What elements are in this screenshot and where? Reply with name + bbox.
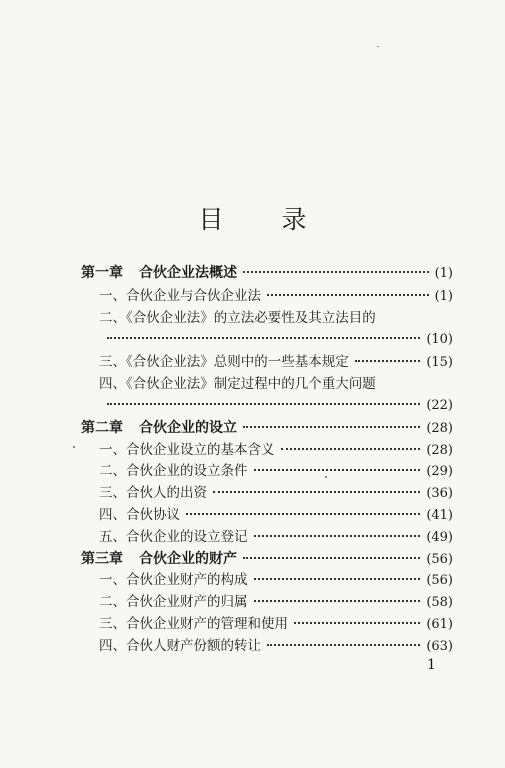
toc-section-row [99, 461, 453, 481]
section-title: 一、合伙企业与合伙企业法 [99, 288, 261, 304]
dot-leader [254, 468, 421, 471]
section-title: 三、合伙人的出资 [99, 485, 207, 501]
dot-leader [186, 512, 420, 515]
title-char-2: 录 [281, 205, 307, 234]
section-title: 三、《合伙企业法》总则中的一些基本规定 [99, 354, 349, 370]
page-number: 1 [427, 657, 436, 673]
page-ref: (22) [426, 398, 453, 413]
scan-speck [73, 446, 75, 448]
dot-leader [254, 599, 421, 602]
section-title: 三、合伙企业财产的管理和使用 [99, 616, 288, 632]
page-ref: (63) [426, 639, 453, 654]
section-title: 二、《合伙企业法》的立法必要性及其立法目的 [99, 310, 376, 326]
chapter-title: 合伙企业法概述 [139, 265, 237, 281]
scan-speck [325, 476, 327, 478]
dot-leader [107, 336, 420, 339]
toc-section-row [99, 440, 453, 460]
toc-section-row [99, 483, 453, 503]
page-ref: (58) [426, 595, 453, 610]
section-title: 四、合伙人财产份额的转让 [99, 638, 261, 654]
page-ref: (49) [426, 530, 453, 545]
page-ref: (29) [426, 464, 453, 479]
title-char-1: 目 [198, 205, 224, 234]
toc-section-row [99, 614, 453, 634]
chapter-number: 第三章 [81, 551, 123, 567]
page-ref: (41) [426, 508, 453, 523]
toc-section-row [99, 527, 453, 547]
page-ref: (36) [426, 486, 453, 501]
dot-leader [267, 293, 429, 296]
dot-leader [267, 643, 420, 646]
toc-section-row [99, 592, 453, 612]
chapter-number: 第二章 [81, 420, 123, 436]
page-ref: (1) [434, 289, 453, 304]
dot-leader [243, 270, 429, 273]
page-ref: (61) [426, 617, 453, 632]
section-title: 二、合伙企业财产的归属 [99, 594, 248, 610]
toc-chapter-row [81, 263, 453, 283]
toc-chapter-row [81, 418, 453, 438]
chapter-title: 合伙企业的财产 [139, 551, 237, 567]
dot-leader [254, 534, 421, 537]
dot-leader [107, 402, 420, 405]
section-title: 二、合伙企业的设立条件 [99, 463, 248, 479]
toc-continuation-row [99, 330, 453, 350]
scan-speck [377, 46, 379, 47]
toc-section-row [99, 352, 453, 372]
page-ref: (10) [426, 332, 453, 347]
toc-section-row [99, 636, 453, 656]
section-title: 四、《合伙企业法》制定过程中的几个重大问题 [99, 376, 376, 392]
page-ref: (28) [426, 443, 453, 458]
dot-leader [281, 447, 421, 450]
section-title: 四、合伙协议 [99, 507, 180, 523]
page-ref: (15) [426, 355, 453, 370]
dot-leader [243, 425, 420, 428]
dot-leader [243, 556, 420, 559]
dot-leader [294, 621, 420, 624]
dot-leader [254, 577, 421, 580]
page-title [0, 200, 505, 236]
toc-section-row [99, 570, 453, 590]
page-ref: (1) [434, 266, 453, 281]
toc-chapter-row [81, 549, 453, 569]
toc-continuation-row [99, 396, 453, 416]
toc-section-row [99, 374, 453, 394]
section-title: 五、合伙企业的设立登记 [99, 529, 248, 545]
dot-leader [213, 490, 420, 493]
section-title: 一、合伙企业财产的构成 [99, 572, 248, 588]
page-ref: (56) [426, 552, 453, 567]
chapter-title: 合伙企业的设立 [139, 420, 237, 436]
dot-leader [355, 359, 421, 362]
toc-section-row [99, 505, 453, 525]
section-title: 一、合伙企业设立的基本含义 [99, 442, 275, 458]
toc-section-row [99, 286, 453, 306]
chapter-number: 第一章 [81, 265, 123, 281]
page-ref: (56) [426, 573, 453, 588]
page-ref: (28) [426, 421, 453, 436]
toc-section-row [99, 308, 453, 328]
